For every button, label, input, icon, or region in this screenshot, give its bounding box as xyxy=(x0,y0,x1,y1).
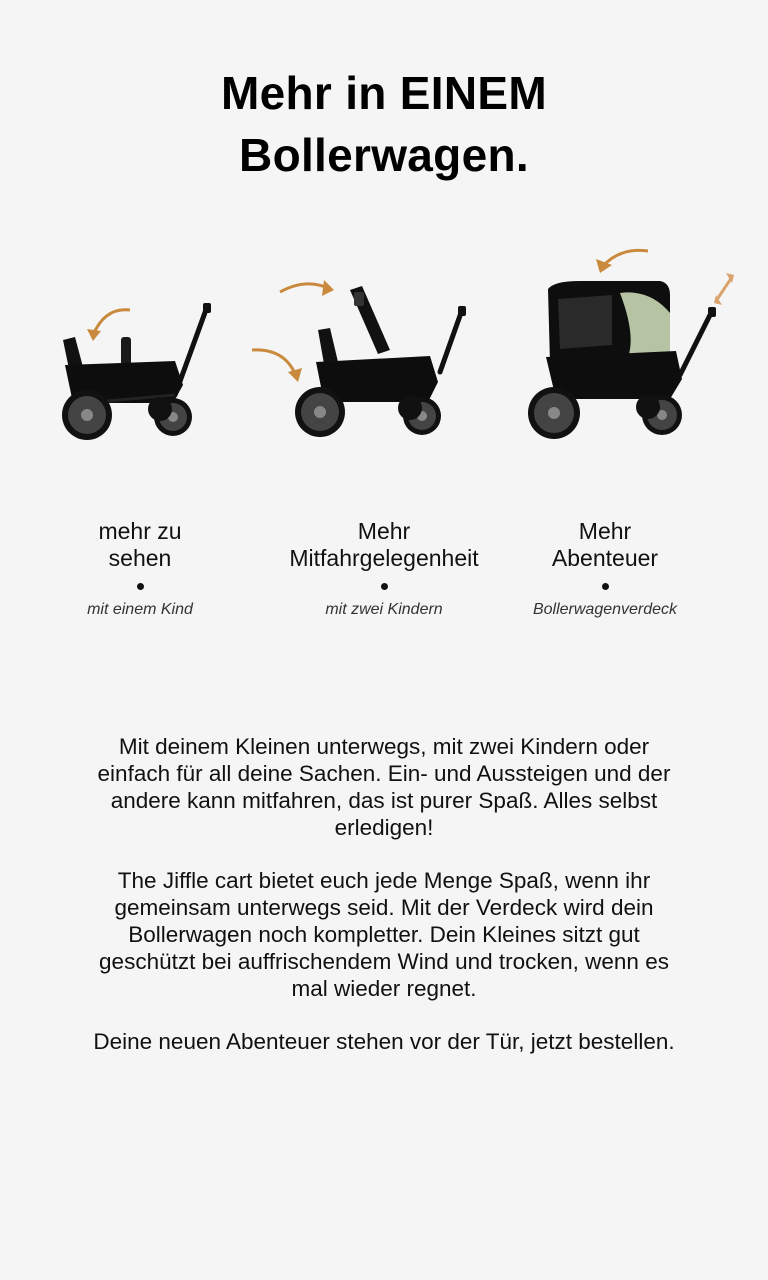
feature-two-seats xyxy=(264,518,504,619)
description-paragraph-1: Mit deinem Kleinen unterwegs, mit zwei Kindern oder einfach für all deine Sachen. Ein- und Aussteigen und der andere kann mitfahren, das ist purer Spaß. Alles selbst erledigen! xyxy=(97,734,671,840)
feature-heading-line-1: mehr zu xyxy=(98,518,182,544)
description xyxy=(84,733,684,1081)
expand-arrow-icon xyxy=(716,277,732,301)
feature-heading-line-1: Mehr xyxy=(578,518,632,544)
feature-heading xyxy=(20,518,260,572)
title-line-1: Mehr in EINEM xyxy=(221,67,547,119)
page-title xyxy=(0,62,768,186)
description-paragraph-2: The Jiffle cart bietet euch jede Menge Spaß, wenn ihr gemeinsam unterwegs seid. Mit der Verdeck wird dein Bollerwagen noch kompletter. Dein Kleines sitzt gut geschützt bei auffrischendem Wind und trocken, wenn es mal wieder regnet. xyxy=(99,868,669,1001)
bullet-dot xyxy=(381,583,388,590)
feature-canopy xyxy=(485,518,725,619)
feature-heading xyxy=(485,518,725,572)
feature-heading-line-1: Mehr xyxy=(357,518,411,544)
feature-subtitle: Bollerwagenverdeck xyxy=(532,601,678,618)
feature-heading-line-2: Mitfahrgelegenheit xyxy=(289,545,479,571)
feature-one-seat xyxy=(20,518,260,619)
feature-heading-line-2: sehen xyxy=(108,545,172,571)
description-paragraph-3: Deine neuen Abenteuer stehen vor der Tür, jetzt bestellen. xyxy=(93,1029,675,1054)
bullet-dot xyxy=(137,583,144,590)
wagon-canopy-image xyxy=(520,245,740,445)
wagon-two-seats-image xyxy=(250,270,470,445)
feature-subtitle: mit einem Kind xyxy=(87,601,193,618)
feature-subtitle: mit zwei Kindern xyxy=(325,601,443,618)
bullet-dot xyxy=(602,583,609,590)
wagon-one-seat-image xyxy=(55,295,225,445)
title-line-2: Bollerwagen. xyxy=(239,129,529,181)
feature-heading xyxy=(264,518,504,572)
curved-arrow-icon xyxy=(280,284,328,292)
feature-heading-line-2: Abenteuer xyxy=(551,545,659,571)
